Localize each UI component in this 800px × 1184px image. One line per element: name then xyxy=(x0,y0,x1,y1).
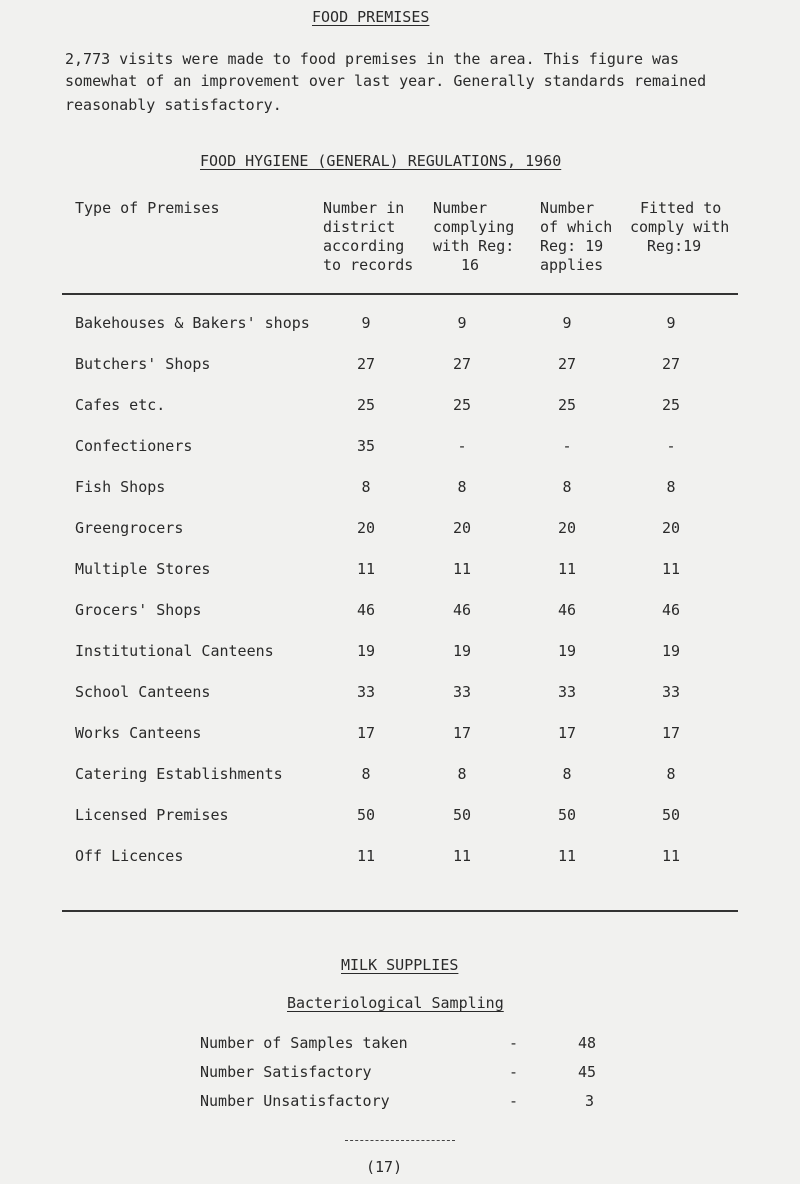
table-bottom-rule xyxy=(62,910,738,912)
complying-cell: 50 xyxy=(452,806,472,824)
table-row xyxy=(0,355,800,375)
sample-dash: - xyxy=(509,1063,519,1081)
fitted-cell: 11 xyxy=(661,847,681,865)
table-row xyxy=(0,396,800,416)
fitted-cell: 9 xyxy=(666,314,676,332)
column-header-complying: Number complying with Reg: 16 xyxy=(433,199,515,274)
complying-cell: 9 xyxy=(457,314,467,332)
in-district-cell: 33 xyxy=(356,683,376,701)
complying-cell: 8 xyxy=(457,765,467,783)
reg19-applies-cell: 27 xyxy=(557,355,577,373)
table-row xyxy=(0,642,800,662)
list-item xyxy=(0,1034,800,1054)
table-row xyxy=(0,314,800,334)
table-row xyxy=(0,765,800,785)
in-district-cell: 50 xyxy=(356,806,376,824)
table-row xyxy=(0,683,800,703)
complying-cell: 20 xyxy=(452,519,472,537)
premises-type: Multiple Stores xyxy=(75,560,211,578)
fitted-cell: 33 xyxy=(661,683,681,701)
fitted-cell: 25 xyxy=(661,396,681,414)
fitted-cell: - xyxy=(666,437,676,455)
list-item xyxy=(0,1092,800,1112)
column-header-in-district: Number in district according to records xyxy=(323,199,414,274)
table-top-rule xyxy=(62,293,738,295)
fitted-cell: 8 xyxy=(666,765,676,783)
premises-type: Confectioners xyxy=(75,437,193,455)
sample-label: Number of Samples taken xyxy=(200,1034,408,1052)
reg19-applies-cell: 19 xyxy=(557,642,577,660)
in-district-cell: 9 xyxy=(361,314,371,332)
sample-label: Number Satisfactory xyxy=(200,1063,372,1081)
in-district-cell: 20 xyxy=(356,519,376,537)
table-row xyxy=(0,478,800,498)
complying-cell: 11 xyxy=(452,560,472,578)
table-row xyxy=(0,601,800,621)
complying-cell: 27 xyxy=(452,355,472,373)
premises-type: Fish Shops xyxy=(75,478,166,496)
premises-type: Off Licences xyxy=(75,847,184,865)
column-header-type: Type of Premises xyxy=(75,199,220,217)
page-number: (17) xyxy=(366,1158,403,1176)
sample-value: 45 xyxy=(578,1063,597,1081)
list-item xyxy=(0,1063,800,1083)
fitted-cell: 19 xyxy=(661,642,681,660)
premises-type: Grocers' Shops xyxy=(75,601,202,619)
regulations-title: FOOD HYGIENE (GENERAL) REGULATIONS, 1960 xyxy=(200,152,562,170)
table-row xyxy=(0,560,800,580)
premises-type: Works Canteens xyxy=(75,724,202,742)
premises-type: Catering Establishments xyxy=(75,765,283,783)
in-district-cell: 8 xyxy=(361,478,371,496)
reg19-applies-cell: 11 xyxy=(557,560,577,578)
in-district-cell: 27 xyxy=(356,355,376,373)
complying-cell: 19 xyxy=(452,642,472,660)
in-district-cell: 19 xyxy=(356,642,376,660)
sample-label: Number Unsatisfactory xyxy=(200,1092,390,1110)
milk-sampling-subtitle: Bacteriological Sampling xyxy=(287,994,504,1012)
in-district-cell: 25 xyxy=(356,396,376,414)
table-row xyxy=(0,806,800,826)
reg19-applies-cell: 9 xyxy=(562,314,572,332)
reg19-applies-cell: 46 xyxy=(557,601,577,619)
milk-supplies-title: MILK SUPPLIES xyxy=(341,956,459,974)
reg19-applies-cell: 50 xyxy=(557,806,577,824)
sample-dash: - xyxy=(509,1092,519,1110)
complying-cell: 8 xyxy=(457,478,467,496)
fitted-cell: 27 xyxy=(661,355,681,373)
in-district-cell: 35 xyxy=(356,437,376,455)
in-district-cell: 46 xyxy=(356,601,376,619)
section-divider xyxy=(345,1140,455,1141)
reg19-applies-cell: - xyxy=(562,437,572,455)
reg19-applies-cell: 8 xyxy=(562,765,572,783)
premises-type: Licensed Premises xyxy=(75,806,229,824)
fitted-cell: 11 xyxy=(661,560,681,578)
table-row xyxy=(0,847,800,867)
complying-cell: 46 xyxy=(452,601,472,619)
column-header-fitted: Fitted to comply with Reg:19 xyxy=(630,199,730,255)
fitted-cell: 17 xyxy=(661,724,681,742)
table-row xyxy=(0,724,800,744)
premises-type: Butchers' Shops xyxy=(75,355,211,373)
reg19-applies-cell: 8 xyxy=(562,478,572,496)
column-header-reg19-applies: Number of which Reg: 19 applies xyxy=(540,199,613,274)
complying-cell: 25 xyxy=(452,396,472,414)
reg19-applies-cell: 25 xyxy=(557,396,577,414)
complying-cell: 33 xyxy=(452,683,472,701)
fitted-cell: 46 xyxy=(661,601,681,619)
in-district-cell: 11 xyxy=(356,847,376,865)
sample-value: 48 xyxy=(578,1034,597,1052)
premises-type: Greengrocers xyxy=(75,519,184,537)
reg19-applies-cell: 33 xyxy=(557,683,577,701)
reg19-applies-cell: 20 xyxy=(557,519,577,537)
page-title: FOOD PREMISES xyxy=(312,8,430,26)
premises-type: School Canteens xyxy=(75,683,211,701)
in-district-cell: 11 xyxy=(356,560,376,578)
complying-cell: 11 xyxy=(452,847,472,865)
complying-cell: 17 xyxy=(452,724,472,742)
sample-dash: - xyxy=(509,1034,519,1052)
in-district-cell: 17 xyxy=(356,724,376,742)
intro-line: 2,773 visits were made to food premises in the area. This figure was xyxy=(65,50,680,68)
table-row xyxy=(0,519,800,539)
sample-value: 3 xyxy=(585,1092,595,1110)
fitted-cell: 8 xyxy=(666,478,676,496)
intro-line: somewhat of an improvement over last year. Generally standards remained xyxy=(65,72,707,90)
reg19-applies-cell: 17 xyxy=(557,724,577,742)
complying-cell: - xyxy=(457,437,467,455)
premises-type: Bakehouses & Bakers' shops xyxy=(75,314,310,332)
premises-type: Institutional Canteens xyxy=(75,642,274,660)
fitted-cell: 20 xyxy=(661,519,681,537)
reg19-applies-cell: 11 xyxy=(557,847,577,865)
table-row xyxy=(0,437,800,457)
intro-line: reasonably satisfactory. xyxy=(65,96,282,114)
premises-type: Cafes etc. xyxy=(75,396,166,414)
fitted-cell: 50 xyxy=(661,806,681,824)
in-district-cell: 8 xyxy=(361,765,371,783)
